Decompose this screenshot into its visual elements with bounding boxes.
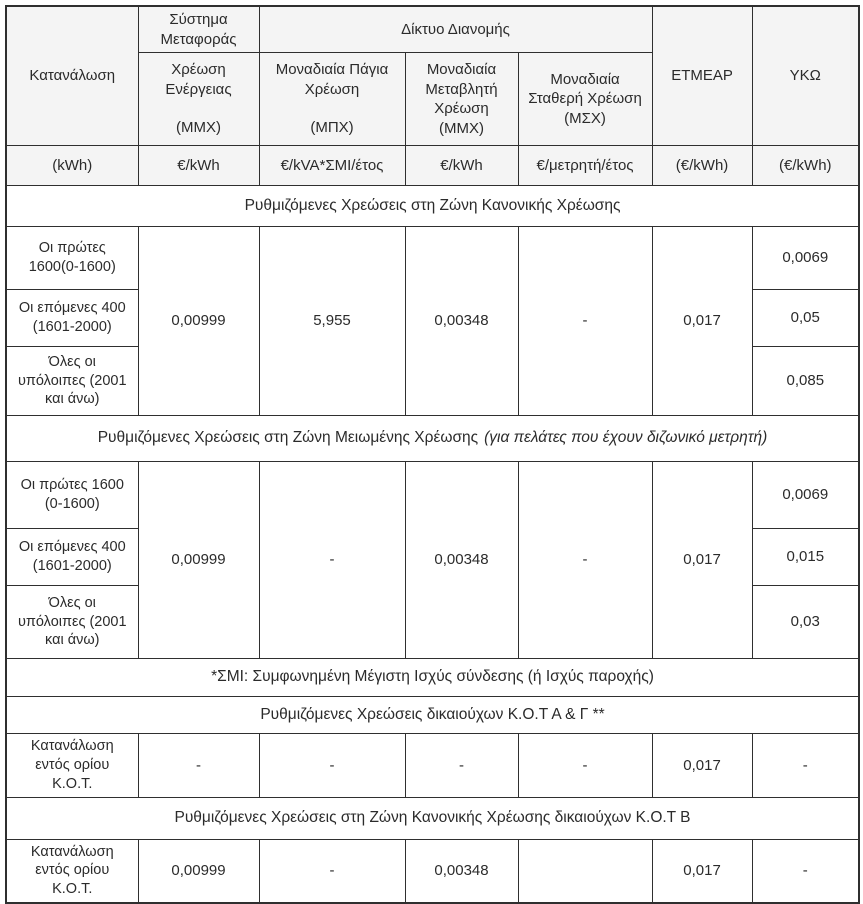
section-kot-ag bbox=[6, 697, 859, 734]
reduced-zone-variable-value: 0,00348 bbox=[405, 462, 518, 659]
row-label: Όλες οι υπόλοιπες (2001 και άνω) bbox=[6, 347, 138, 416]
normal-zone-yko-value: 0,0069 bbox=[752, 227, 859, 290]
header-etmear: ΕΤΜΕΑΡ bbox=[652, 6, 752, 146]
unit-yko: (€/kWh) bbox=[752, 146, 859, 186]
normal-zone-standing-value: - bbox=[518, 227, 652, 416]
section-kot-b bbox=[6, 797, 859, 839]
row-label: Κατανάλωση εντός ορίου Κ.Ο.Τ. bbox=[6, 734, 138, 798]
section-reduced-zone-title-note: (για πελάτες που έχουν διζωνικό μετρητή) bbox=[484, 429, 768, 447]
row-label: Οι επόμενες 400 (1601-2000) bbox=[6, 290, 138, 347]
unit-energy-charge: €/kWh bbox=[138, 146, 259, 186]
header-fixed-unit-charge-abbr: (ΜΠΧ) bbox=[310, 119, 354, 137]
section-kot-b-title: Ρυθμιζόμενες Χρεώσεις στη Ζώνη Κανονικής Χρέωσης δικαιούχων Κ.Ο.Τ Β bbox=[6, 797, 859, 839]
header-transmission-system: Σύστημα Μεταφοράς bbox=[138, 6, 259, 53]
section-reduced-zone-title-main: Ρυθμιζόμενες Χρεώσεις στη Ζώνη Μειωμένης Χρέωσης bbox=[97, 429, 479, 447]
header-fixed-unit-charge-title: Μοναδιαία Πάγια Χρέωση bbox=[275, 61, 389, 98]
table-row bbox=[6, 462, 859, 529]
section-reduced-zone-title bbox=[6, 416, 859, 462]
kot-b-energy-value: 0,00999 bbox=[138, 839, 259, 903]
kot-ag-etmear-value: 0,017 bbox=[652, 734, 752, 798]
header-consumption: Κατανάλωση bbox=[6, 6, 138, 146]
kot-b-fixed-value: - bbox=[259, 839, 405, 903]
unit-standing-charge: €/μετρητή/έτος bbox=[518, 146, 652, 186]
section-reduced-zone bbox=[6, 416, 859, 462]
reduced-zone-etmear-value: 0,017 bbox=[652, 462, 752, 659]
normal-zone-yko-value: 0,085 bbox=[752, 347, 859, 416]
kot-b-yko-value: - bbox=[752, 839, 859, 903]
header-fixed-unit-charge bbox=[259, 53, 405, 146]
kot-b-standing-value bbox=[518, 839, 652, 903]
normal-zone-fixed-value: 5,955 bbox=[259, 227, 405, 416]
units-row bbox=[6, 146, 859, 186]
unit-etmear: (€/kWh) bbox=[652, 146, 752, 186]
row-label: Κατανάλωση εντός ορίου Κ.Ο.Τ. bbox=[6, 839, 138, 903]
kot-ag-fixed-value: - bbox=[259, 734, 405, 798]
normal-zone-yko-value: 0,05 bbox=[752, 290, 859, 347]
regulated-charges-table bbox=[5, 5, 860, 904]
header-standing-unit-charge bbox=[518, 53, 652, 146]
kot-ag-variable-value: - bbox=[405, 734, 518, 798]
unit-variable-charge: €/kWh bbox=[405, 146, 518, 186]
reduced-zone-energy-value: 0,00999 bbox=[138, 462, 259, 659]
table-row bbox=[6, 839, 859, 903]
table-row bbox=[6, 734, 859, 798]
row-label: Οι πρώτες 1600(0-1600) bbox=[6, 227, 138, 290]
header-standing-unit-charge-abbr: (ΜΣΧ) bbox=[564, 109, 606, 127]
reduced-zone-yko-value: 0,015 bbox=[752, 529, 859, 586]
reduced-zone-yko-value: 0,03 bbox=[752, 586, 859, 659]
header-row-groups bbox=[6, 6, 859, 53]
unit-consumption: (kWh) bbox=[6, 146, 138, 186]
row-label: Όλες οι υπόλοιπες (2001 και άνω) bbox=[6, 586, 138, 659]
reduced-zone-yko-value: 0,0069 bbox=[752, 462, 859, 529]
unit-fixed-charge: €/kVA*ΣΜΙ/έτος bbox=[259, 146, 405, 186]
kot-ag-standing-value: - bbox=[518, 734, 652, 798]
header-distribution-network: Δίκτυο Διανομής bbox=[259, 6, 652, 53]
smi-footnote: *ΣΜΙ: Συμφωνημένη Μέγιστη Ισχύς σύνδεσης (ή Ισχύς παροχής) bbox=[6, 659, 859, 697]
section-normal-zone-title: Ρυθμιζόμενες Χρεώσεις στη Ζώνη Κανονικής Χρέωσης bbox=[6, 186, 859, 227]
normal-zone-variable-value: 0,00348 bbox=[405, 227, 518, 416]
row-label: Οι επόμενες 400 (1601-2000) bbox=[6, 529, 138, 586]
header-variable-unit-charge-abbr: (ΜΜΧ) bbox=[439, 119, 484, 137]
reduced-zone-standing-value: - bbox=[518, 462, 652, 659]
header-variable-unit-charge bbox=[405, 53, 518, 146]
normal-zone-etmear-value: 0,017 bbox=[652, 227, 752, 416]
kot-b-etmear-value: 0,017 bbox=[652, 839, 752, 903]
footnote-row bbox=[6, 659, 859, 697]
row-label: Οι πρώτες 1600 (0-1600) bbox=[6, 462, 138, 529]
kot-ag-energy-value: - bbox=[138, 734, 259, 798]
section-kot-ag-title: Ρυθμιζόμενες Χρεώσεις δικαιούχων Κ.Ο.Τ Α & Γ ** bbox=[6, 697, 859, 734]
table-row bbox=[6, 227, 859, 290]
header-energy-charge bbox=[138, 53, 259, 146]
header-energy-charge-title: Χρέωση Ενέργειας bbox=[165, 61, 232, 98]
kot-ag-yko-value: - bbox=[752, 734, 859, 798]
section-normal-zone bbox=[6, 186, 859, 227]
kot-b-variable-value: 0,00348 bbox=[405, 839, 518, 903]
reduced-zone-fixed-value: - bbox=[259, 462, 405, 659]
header-yko: ΥΚΩ bbox=[752, 6, 859, 146]
normal-zone-energy-value: 0,00999 bbox=[138, 227, 259, 416]
header-variable-unit-charge-title: Μοναδιαία Μεταβλητή Χρέωση bbox=[425, 61, 498, 117]
header-energy-charge-abbr: (ΜΜΧ) bbox=[176, 119, 221, 137]
header-standing-unit-charge-title: Μοναδιαία Σταθερή Χρέωση bbox=[528, 70, 642, 108]
